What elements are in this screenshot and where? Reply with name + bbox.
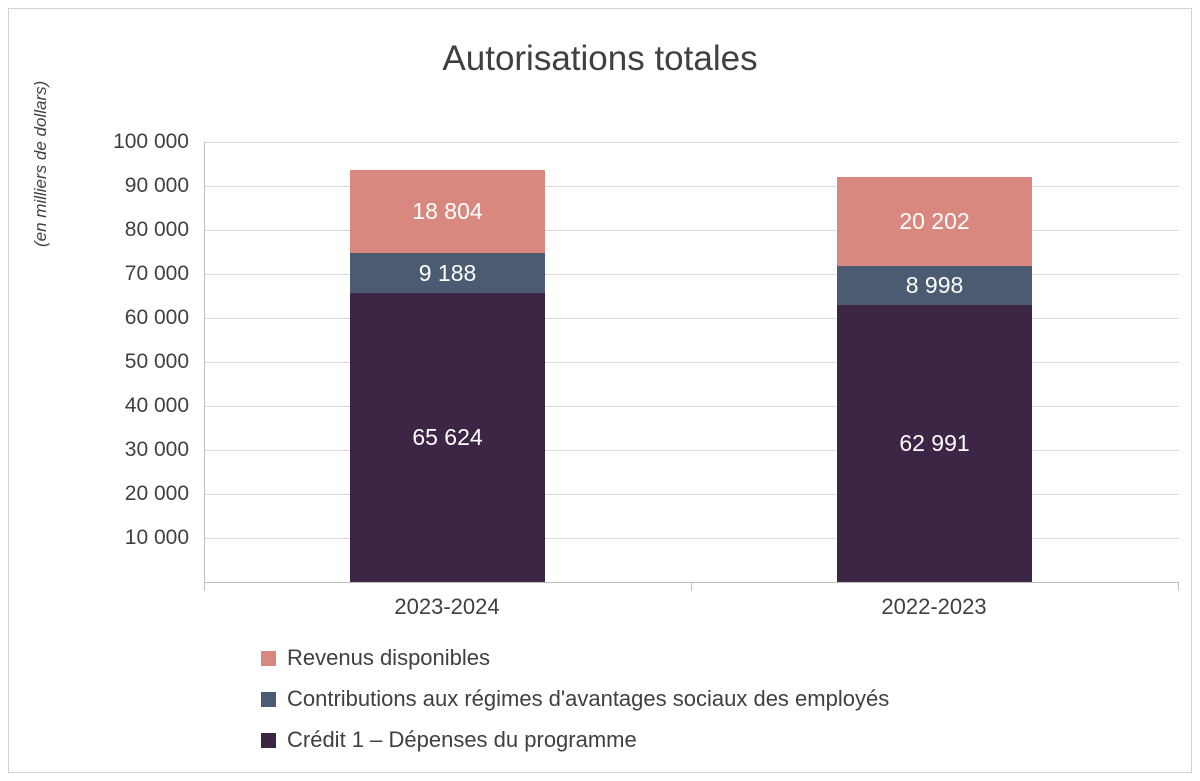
bar-segment-revenus: 18 804: [350, 170, 545, 253]
y-tick-label: 70 000: [124, 262, 189, 285]
y-tick-label: 100 000: [113, 130, 189, 153]
y-tick-label: 50 000: [124, 350, 189, 373]
x-category-label: 2023-2024: [394, 594, 500, 619]
bar-2023-2024[interactable]: [350, 142, 545, 582]
legend-item-credit1[interactable]: [261, 727, 1061, 753]
y-tick-label: 20 000: [124, 482, 189, 505]
plot-area: [204, 142, 1179, 619]
y-axis-label: (en milliers de dollars): [31, 80, 50, 247]
y-tick-label: 60 000: [124, 306, 189, 329]
legend-swatch-icon: [261, 651, 276, 666]
chart-legend: [261, 645, 1061, 768]
y-axis-tick-labels: [64, 130, 189, 582]
legend-label: Revenus disponibles: [287, 645, 491, 670]
x-axis-tick: [1178, 582, 1179, 591]
y-tick-label: 90 000: [124, 174, 189, 197]
chart-title: Autorisations totales: [442, 39, 758, 78]
bar-segment-contributions: 8 998: [837, 266, 1032, 305]
y-axis-line: [204, 142, 205, 582]
legend-item-contributions[interactable]: [261, 686, 1061, 712]
x-category-label: 2022-2023: [881, 594, 987, 619]
legend-label: Contributions aux régimes d'avantages sociaux des employés: [287, 686, 890, 711]
y-tick-label: 80 000: [124, 218, 189, 241]
y-tick-label: 40 000: [124, 394, 189, 417]
legend-swatch-icon: [261, 733, 276, 748]
x-axis-tick: [204, 582, 205, 591]
legend-label: Crédit 1 – Dépenses du programme: [287, 727, 637, 752]
chart-frame: [8, 8, 1192, 773]
legend-swatch-icon: [261, 692, 276, 707]
legend-item-revenus[interactable]: [261, 645, 1061, 671]
bar-segment-credit1: 62 991: [837, 305, 1032, 582]
bar-segment-revenus: 20 202: [837, 177, 1032, 266]
y-tick-label: 30 000: [124, 438, 189, 461]
x-axis-tick: [691, 582, 692, 591]
bar-segment-contributions: 9 188: [350, 253, 545, 293]
bar-2022-2023[interactable]: [837, 142, 1032, 582]
y-tick-label: 10 000: [124, 526, 189, 549]
bar-segment-credit1: 65 624: [350, 293, 545, 582]
